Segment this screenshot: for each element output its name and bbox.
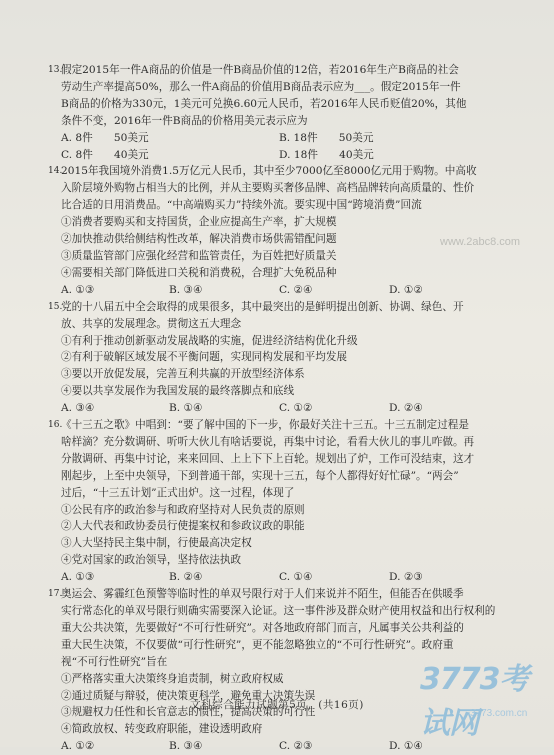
question-text-line: 党的十八届五中全会取得的成果很多，其中最突出的是鲜明提出创新、协调、绿色、开 [61,300,464,313]
option-a: A. ①③ [61,571,95,584]
question-text-line: 重大民生决策，不仅要做“可行性研究”，更不能忽略独立的“不可行性研究”。政府重 [61,638,454,651]
question-number: 17. [48,589,63,600]
question-text-line: 比合适的日用消费品。“中高端购买力”持续外流。要实现中国“跨境消费”回流 [61,199,422,212]
option-b: B. 18件 50美元 [279,131,374,144]
option-a: A. 8件 50美元 [61,131,149,144]
question-text-line: 过后，“十三五计划”正式出炉。这一过程，体现了 [61,486,295,499]
statement-1: ①消费者要购买和支持国货，企业应提高生产率，扩大规模 [61,216,337,229]
question-number: 13. [48,65,63,75]
question-number: 14. [48,166,63,177]
statement-3: ③要以开放促发展，完善互利共赢的开放型经济体系 [61,368,305,381]
option-b: B. ①④ [169,402,203,415]
option-b: B. ③④ [169,283,203,296]
statement-4: ④要以共享发展作为我国发展的最终落脚点和底线 [61,385,295,398]
question-text-line: 重大公共决策，先要做好“不可行性研究”。对各地政府部门而言，凡属事关公共利益的 [61,621,464,634]
question-text-line: 劳动生产率提高50%，那么一件A商品的价值用B商品表示应为___。假定2015年一件 [61,80,461,93]
option-d: D. 18件 40美元 [279,148,374,161]
statement-3: ③规避权力任性和长官意志的惯性，提高决策的可行性 [61,706,316,719]
statement-2: ②通过质疑与辩驳，使决策更科学，避免重大决策失误 [61,689,316,702]
site-logo-watermark: 3773考试网 [420,662,529,741]
question-13 [48,62,518,163]
option-c: C. ②④ [279,283,313,296]
option-d: D. ①④ [389,740,423,753]
question-14 [48,163,521,298]
question-text-line: 啥样滴？充分数调研、听听大伙儿有啥话要说，再集中讨论，看看大伙儿的事儿咋做。再 [61,435,475,448]
question-number: 16. [48,420,63,431]
exam-page [48,62,521,755]
option-row [61,282,518,299]
option-c: C. ①② [279,402,313,415]
site-url-watermark: 3773.com.cn [470,708,528,719]
option-a: A. ③④ [61,402,95,415]
question-text-line: 2015年我国境外消费1.5万亿元人民币，其中至少7000亿至8000亿元用于购物。中高收 [61,165,477,178]
question-text-line: 刚起步，上至中央领导，下到普通干部，实现十三五，每个人都得好好忙碌”。“两会” [61,469,459,482]
question-text-line: 分散调研、再集中讨论，来来回回、上上下下上百轮。规划出了炉，工作可没结束，这才 [61,452,475,465]
option-a: A. ①③ [61,283,95,296]
option-c: C. ②③ [279,740,313,753]
site-watermark: www.2abc8.com [440,236,521,248]
question-text-line: 《十三五之歌》中唱到：“要了解中国的下一步，你最好关注十三五。十三五制定过程是 [61,419,469,432]
question-text-line: 实行常态化的单双号限行则确实需要深入论证。这一事件涉及群众财产使用权益和出行权利的 [61,605,496,617]
question-text-line: 条件不变，2016年一件B商品的价格用美元表示应为 [61,114,308,127]
statement-2: ②有利于破解区域发展不平衡问题，实现同构发展和平均发展 [61,351,348,364]
question-text-line: 奥运会、雾霾红色预警等临时性的单双号限行对于人们来说并不陌生，但能否在供暖季 [61,588,464,601]
option-d: D. ②④ [389,402,423,415]
statement-3: ③质量监管部门应强化经营和监管责任，为百姓把好质量关 [61,249,337,262]
option-a: A. ①② [61,740,95,753]
question-text-line: B商品的价格为330元，1美元可兑换6.60元人民币，若2016年人民币贬值20%，其他 [61,97,467,110]
option-row [61,400,518,417]
option-c: C. 8件 40美元 [61,148,149,161]
statement-1: ①有利于推动创新驱动发展战略的实施，促进经济结构优化升级 [61,334,358,347]
option-b: B. ②④ [169,571,203,584]
question-16 [48,417,518,586]
statement-1: ①严格落实重大决策终身追责制，树立政府权威 [61,672,284,685]
question-text-line: 入阶层境外购物占相当大的比例，并从主要购买奢侈品牌、高档品牌转向高质量的、性价 [61,182,475,195]
question-text-line: 假定2015年一件A商品的价值是一件B商品价值的12倍，若2016年生产B商品的社会 [61,64,459,76]
question-15 [48,299,518,417]
option-c: C. ①④ [279,571,313,584]
statement-2: ②人大代表和政协委员行使提案权和参政议政的职能 [61,520,305,533]
option-row [61,147,518,164]
option-row [61,130,518,147]
page-footer: 文科综合能力试题第5页 (共16页) [190,699,364,711]
question-text-line: 放、共享的发展理念。贯彻这五大理念 [61,317,242,330]
question-text-line: 视“不可行性研究”旨在 [61,655,168,668]
statement-2: ②加快推动供给侧结构性改革，解决消费市场供需错配问题 [61,233,337,246]
option-d: D. ②③ [389,571,423,584]
statement-1: ①公民有序的政治参与和政府坚持对人民负责的原则 [61,503,305,516]
option-d: D. ①② [389,283,423,296]
question-number: 15. [48,301,63,312]
statement-3: ③人大坚持民主集中制，行使最高决定权 [61,537,252,550]
option-b: B. ③④ [169,740,203,753]
option-row [61,569,518,586]
statement-4: ④需要相关部门降低进口关税和消费税，合理扩大免税品种 [61,266,337,279]
statement-4: ④简政放权、转变政府职能，建设透明政府 [61,723,263,736]
statement-4: ④党对国家的政治领导，坚持依法执政 [61,554,242,567]
